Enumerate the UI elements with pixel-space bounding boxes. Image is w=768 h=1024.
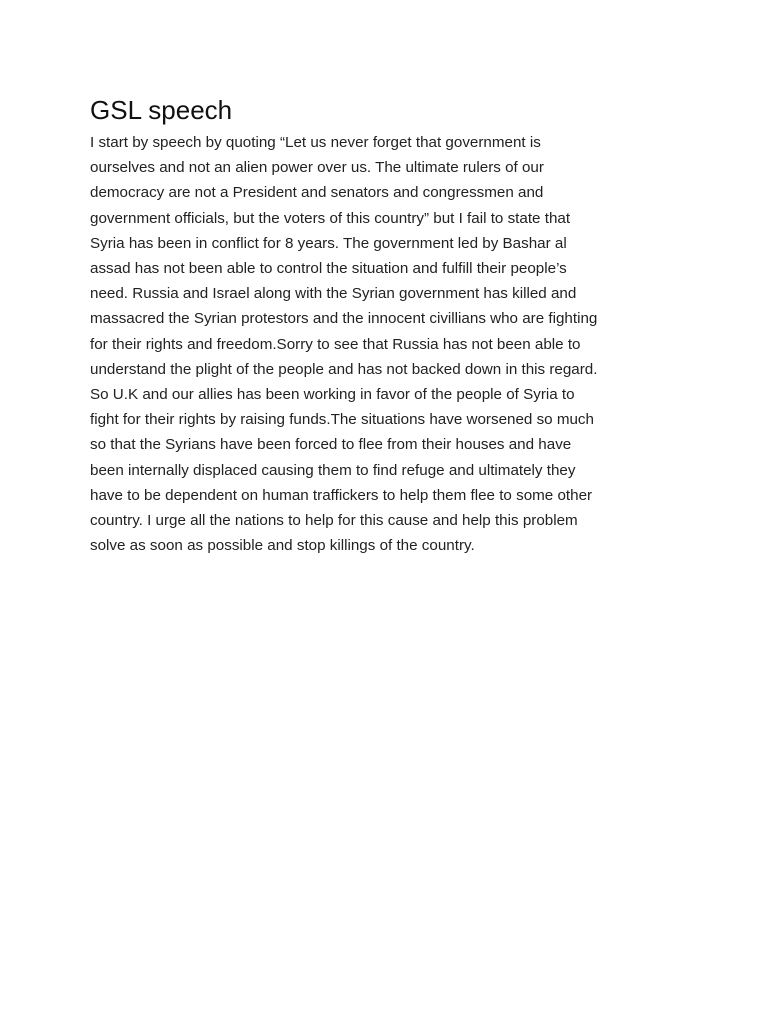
document-content [90, 92, 682, 558]
document-title: GSL speech [90, 95, 233, 125]
document-body: I start by speech by quoting “Let us never forget that government is ourselves and not an alien power over us. The ultimate rulers of our democracy are not a President and senators and congressmen and government officials, but the voters of this country” but I fail to state that Syria has been in conflict for 8 years. The government led by Bashar al assad has not been able to control the situation and fulfill their people’s need. Russia and Israel along with the Syrian government has killed and massacred the Syrian protestors and the innocent civillians who are fighting for their rights and freedom.Sorry to see that Russia has not been able to understand the plight of the people and has not backed down in this regard. So U.K and our allies has been working in favor of the people of Syria to fight for their rights by raising funds.The situations have worsened so much so that the Syrians have been forced to flee from their houses and have been internally displaced causing them to find refuge and ultimately they have to be dependent on human traffickers to help them flee to some other country. I urge all the nations to help for this cause and help this problem solve as soon as possible and stop killings of the country. [90, 134, 598, 555]
